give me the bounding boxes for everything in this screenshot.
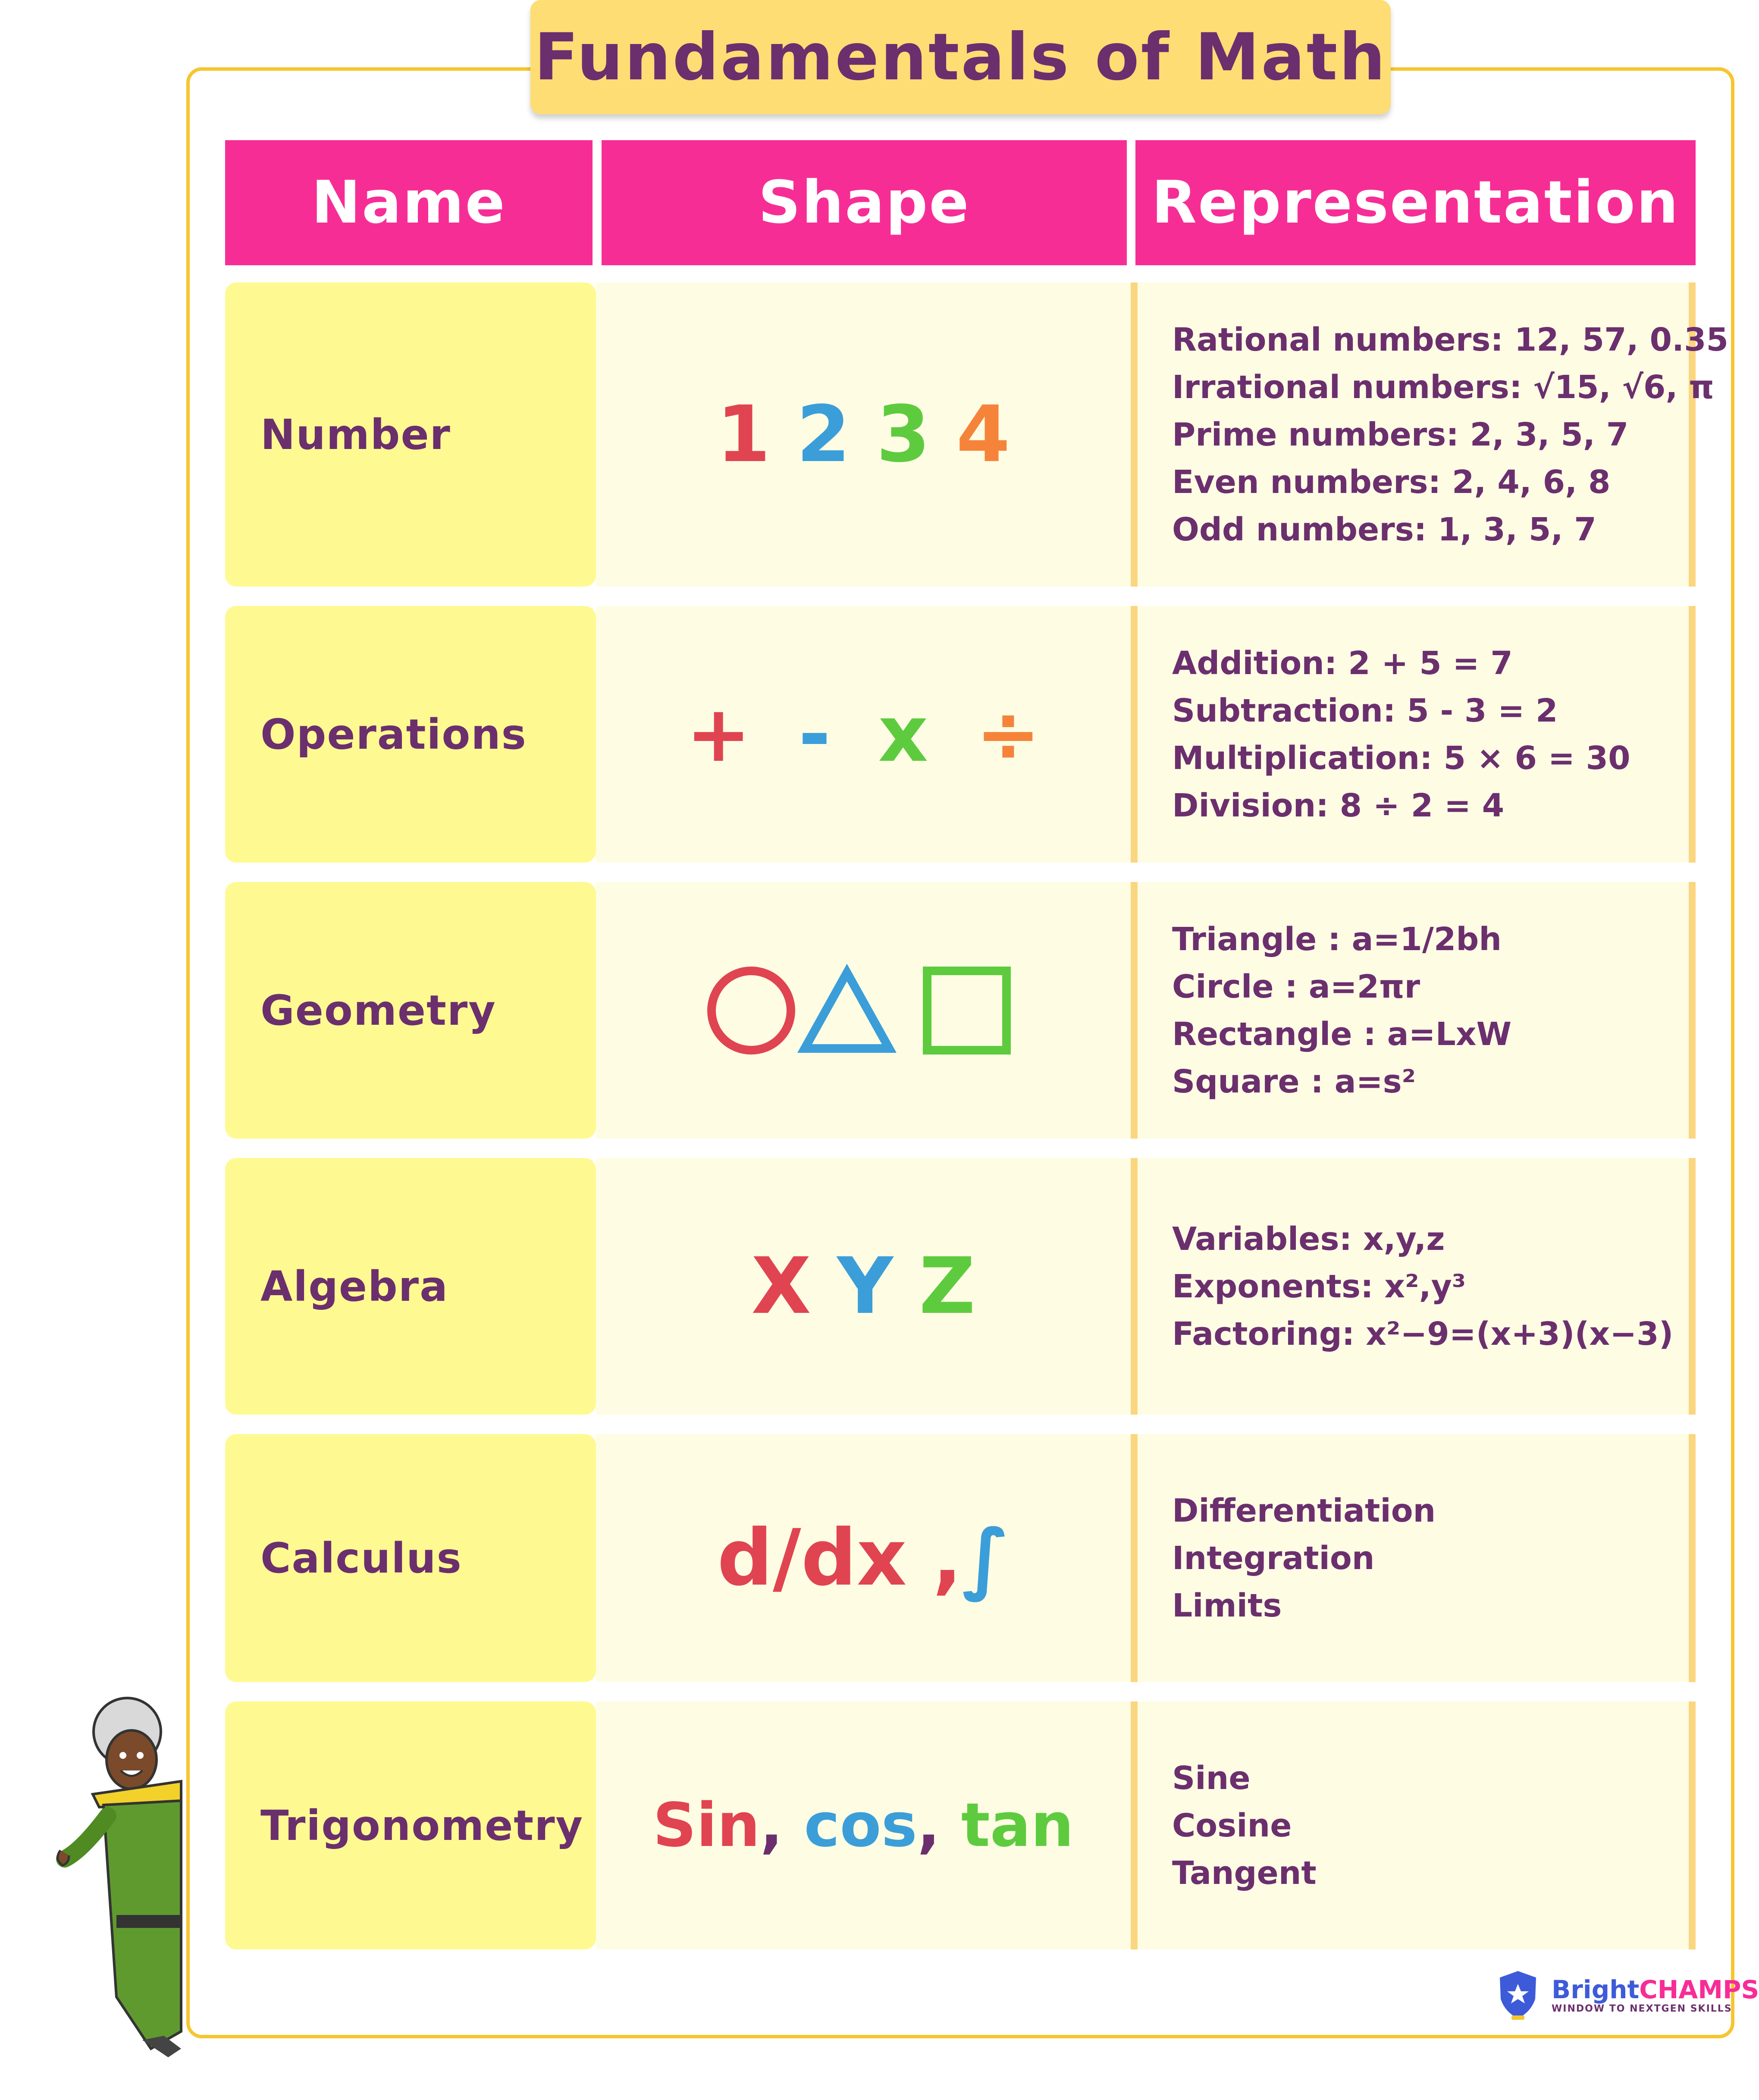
shape-cell-trigonometry — [596, 1701, 1131, 1949]
rep-line: Rational numbers: 12, 57, 0.35 — [1172, 321, 1729, 358]
row-name-geometry: Geometry — [225, 882, 596, 1139]
digit-three: 3 — [876, 389, 931, 480]
rep-cell-algebra — [1131, 1158, 1696, 1415]
rep-line: Square : a=s² — [1172, 1063, 1416, 1100]
row-name-number: Number — [225, 283, 596, 587]
rep-line: Multiplication: 5 × 6 = 30 — [1172, 739, 1630, 777]
header-representation — [1135, 140, 1696, 265]
rep-line: Exponents: x²,y³ — [1172, 1268, 1466, 1305]
rep-line: Subtraction: 5 - 3 = 2 — [1172, 692, 1558, 729]
comma: , — [760, 1790, 783, 1861]
rep-cell-geometry — [1131, 882, 1696, 1139]
header-shape-label: Shape — [758, 169, 970, 237]
logo-tagline: WINDOW TO NEXTGEN SKILLS — [1552, 2003, 1732, 2014]
title-banner — [530, 0, 1391, 114]
rep-cell-trigonometry — [1131, 1701, 1696, 1949]
rep-line: Sine — [1172, 1759, 1251, 1797]
integral-icon: ∫ — [962, 1513, 1010, 1603]
rep-line: Integration — [1172, 1539, 1375, 1577]
geometry-shapes — [708, 963, 1019, 1058]
circle-icon — [712, 971, 791, 1050]
variable-symbols — [751, 1241, 975, 1331]
header-name — [225, 140, 593, 265]
page-title: Fundamentals of Math — [534, 19, 1387, 95]
row-name-trigonometry: Trigonometry — [225, 1701, 596, 1949]
logo-text — [1552, 1976, 1759, 2014]
rep-line: Limits — [1172, 1587, 1282, 1624]
divide-icon: ÷ — [975, 689, 1041, 779]
multiply-icon: x — [878, 689, 928, 779]
derivative-symbol: d/dx — [717, 1513, 907, 1603]
number-symbols — [717, 389, 1010, 480]
cos-label: cos — [804, 1790, 917, 1861]
minus-icon: - — [798, 689, 831, 779]
calculus-symbols — [717, 1513, 1010, 1603]
header-name-label: Name — [311, 169, 506, 237]
rep-line: Differentiation — [1172, 1492, 1436, 1529]
rep-line: Cosine — [1172, 1807, 1292, 1844]
variable-x: X — [751, 1241, 811, 1331]
rep-line: Triangle : a=1/2bh — [1172, 920, 1502, 958]
header-shape — [602, 140, 1127, 265]
rep-line: Tangent — [1172, 1854, 1317, 1892]
rep-line: Circle : a=2πr — [1172, 968, 1420, 1005]
mascot-illustration — [52, 1695, 194, 2062]
rep-cell-operations — [1131, 606, 1696, 863]
shield-icon — [1496, 1969, 1540, 2021]
shape-cell-algebra — [596, 1158, 1131, 1415]
rep-line: Rectangle : a=LxW — [1172, 1015, 1512, 1053]
rep-line: Addition: 2 + 5 = 7 — [1172, 644, 1513, 682]
logo-brand-bright: Bright — [1552, 1974, 1640, 2004]
rep-line: Even numbers: 2, 4, 6, 8 — [1172, 463, 1611, 501]
comma: , — [932, 1513, 963, 1603]
shape-cell-operations — [596, 606, 1131, 863]
comma: , — [917, 1790, 941, 1861]
sin-label: Sin — [653, 1790, 760, 1861]
rep-line: Variables: x,y,z — [1172, 1220, 1445, 1258]
square-icon — [927, 971, 1006, 1050]
variable-z: Z — [919, 1241, 975, 1331]
shape-cell-number — [596, 283, 1131, 587]
digit-two: 2 — [796, 389, 850, 480]
rep-line: Division: 8 ÷ 2 = 4 — [1172, 787, 1505, 824]
logo-brand — [1552, 1976, 1759, 2003]
row-name-algebra: Algebra — [225, 1158, 596, 1415]
row-name-calculus: Calculus — [225, 1434, 596, 1682]
tan-label: tan — [961, 1790, 1074, 1861]
rep-line: Odd numbers: 1, 3, 5, 7 — [1172, 511, 1596, 548]
shape-cell-geometry — [596, 882, 1131, 1139]
triangle-icon — [805, 973, 889, 1048]
rep-line: Irrational numbers: √15, √6, π — [1172, 368, 1714, 406]
brightchamps-logo — [1496, 1969, 1759, 2021]
digit-one: 1 — [716, 389, 771, 480]
plus-icon: + — [686, 689, 751, 779]
rep-cell-calculus — [1131, 1434, 1696, 1682]
row-name-operations: Operations — [225, 606, 596, 863]
rep-cell-number — [1131, 283, 1729, 587]
trig-symbols — [653, 1790, 1074, 1861]
operation-symbols — [686, 689, 1041, 779]
variable-y: Y — [837, 1241, 894, 1331]
digit-four: 4 — [956, 389, 1010, 480]
shape-cell-calculus — [596, 1434, 1131, 1682]
rep-line: Prime numbers: 2, 3, 5, 7 — [1172, 416, 1629, 453]
logo-brand-champs: CHAMPS — [1639, 1974, 1759, 2004]
header-representation-label: Representation — [1151, 169, 1680, 237]
rep-line: Factoring: x²−9=(x+3)(x−3) — [1172, 1315, 1674, 1353]
